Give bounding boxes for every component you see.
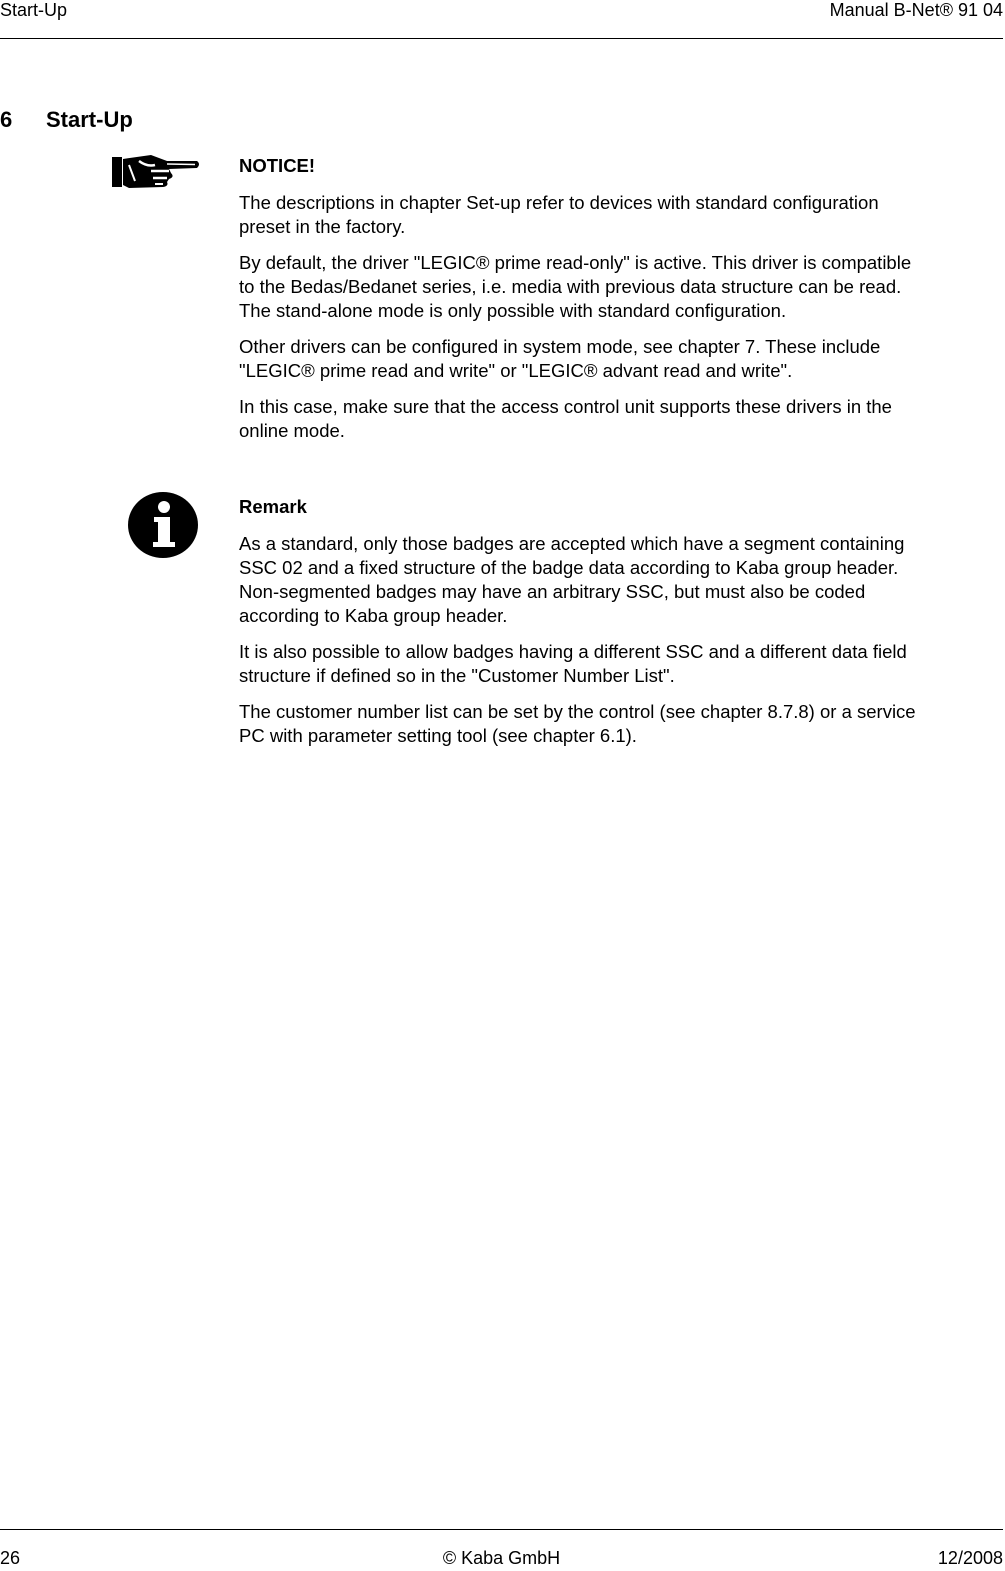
pointing-hand-icon — [111, 151, 201, 191]
remark-block — [239, 495, 1003, 760]
notice-paragraph: The descriptions in chapter Set-up refer to devices with standard configuration preset in the factory. — [239, 192, 879, 237]
page-header — [0, 0, 1003, 39]
remark-title: Remark — [239, 496, 307, 517]
page-footer — [0, 1529, 1003, 1570]
chapter-number: 6 — [0, 107, 13, 132]
chapter-heading — [0, 107, 133, 133]
notice-paragraph: Other drivers can be configured in system mode, see chapter 7. These include "LEGIC® prime read and write" or "LEGIC® advant read and write". — [239, 336, 881, 381]
copyright-notice: © Kaba GmbH — [442, 1548, 561, 1568]
chapter-title: Start-Up — [46, 107, 133, 132]
header-section-title: Start-Up — [0, 0, 68, 20]
header-manual-title: Manual B-Net® 91 04 — [829, 0, 1003, 20]
page-number: 26 — [0, 1548, 21, 1568]
notice-paragraph: By default, the driver "LEGIC® prime read-only" is active. This driver is compatible to the Bedas/Bedanet series, i.e. media with previous data structure can be read. The stand-alone mode is only possible with standard configuration. — [239, 252, 912, 321]
publication-date: 12/2008 — [937, 1548, 1003, 1568]
notice-title: NOTICE! — [239, 155, 316, 176]
notice-paragraph: In this case, make sure that the access control unit supports these drivers in the online mode. — [239, 396, 892, 441]
remark-paragraph: As a standard, only those badges are accepted which have a segment containing SSC 02 and a fixed structure of the badge data according to Kaba group header. Non-segmented badges may have an arbitrary SSC, but must also be coded according to Kaba group header. — [239, 533, 905, 626]
remark-paragraph: It is also possible to allow badges having a different SSC and a different data field structure if defined so in the "Customer Number List". — [239, 641, 907, 686]
info-icon — [127, 491, 199, 559]
notice-block — [239, 154, 1003, 455]
remark-paragraph: The customer number list can be set by the control (see chapter 8.7.8) or a service PC with parameter setting tool (see chapter 6.1). — [239, 701, 916, 746]
